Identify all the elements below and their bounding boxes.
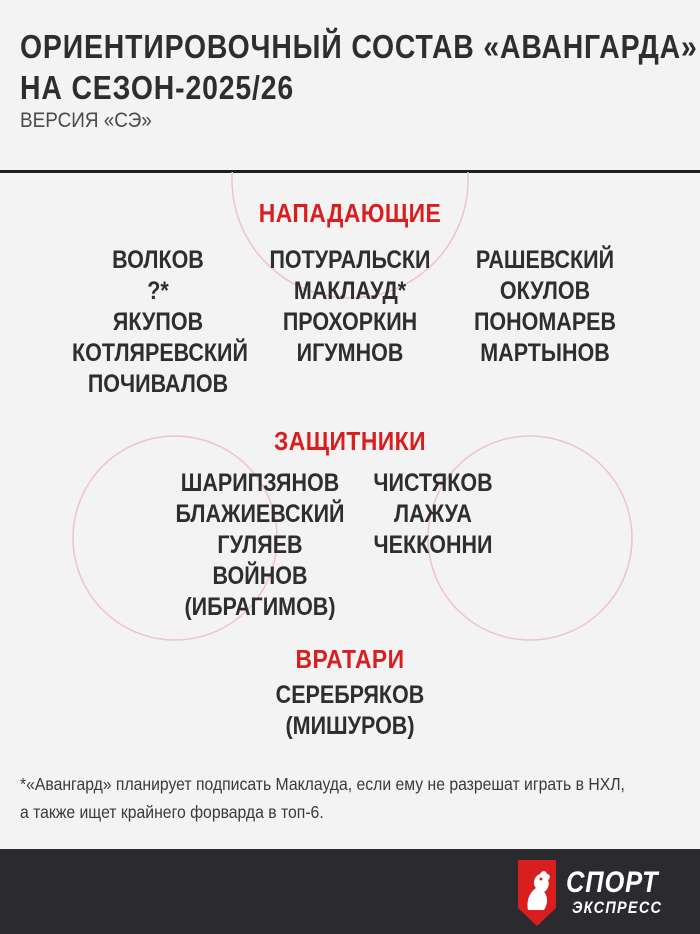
player-name: КОТЛЯРЕВСКИЙ xyxy=(72,339,248,367)
logo-text-express: ЭКСПРЕСС xyxy=(572,898,663,917)
goalies-title: ВРАТАРИ xyxy=(295,644,405,674)
player-name: (ИБРАГИМОВ) xyxy=(184,593,336,621)
player-name: ВОЛКОВ xyxy=(112,246,204,274)
player-name: ОКУЛОВ xyxy=(499,277,591,305)
player-name: ЧЕККОННИ xyxy=(373,531,493,559)
player-name: СЕРЕБРЯКОВ xyxy=(275,681,425,709)
player-name: ШАРИПЗЯНОВ xyxy=(180,469,340,497)
player-name: ПОЧИВАЛОВ xyxy=(87,370,229,398)
player-name: МАКЛАУД* xyxy=(293,277,407,305)
footnote-line-2: а также ищет крайнего форварда в топ-6. xyxy=(20,802,324,822)
player-name: ПРОХОРКИН xyxy=(282,308,418,336)
logo-text-sport: СПОРТ xyxy=(566,866,659,899)
footnote xyxy=(20,770,632,826)
subtitle: ВЕРСИЯ «СЭ» xyxy=(20,109,152,132)
title-line-2: НА СЕЗОН-2025/26 xyxy=(20,69,295,106)
defense-right-column xyxy=(333,468,533,561)
player-name: ИГУМНОВ xyxy=(296,339,404,367)
player-name: ЯКУПОВ xyxy=(112,308,204,336)
player-name: ЛАЖУА xyxy=(394,500,472,528)
forwards-center-column xyxy=(250,245,450,369)
header xyxy=(20,26,698,134)
header-divider xyxy=(0,170,700,173)
player-name: ВОЙНОВ xyxy=(212,562,308,590)
title-line-1: ОРИЕНТИРОВОЧНЫЙ СОСТАВ «АВАНГАРДА» xyxy=(20,28,698,65)
player-name: ПОНОМАРЕВ xyxy=(473,308,617,336)
forwards-left-column xyxy=(58,245,258,400)
player-name: ПОТУРАЛЬСКИ xyxy=(269,246,431,274)
footer-bar xyxy=(0,849,700,934)
goalies-column xyxy=(250,680,450,742)
player-name: ?* xyxy=(147,277,169,305)
defense-title: ЗАЩИТНИКИ xyxy=(274,426,426,456)
player-name: БЛАЖИЕВСКИЙ xyxy=(175,500,345,528)
rooster-badge-icon xyxy=(512,860,562,926)
player-name: МАРТЫНОВ xyxy=(480,339,610,367)
defense-left-column xyxy=(160,468,360,623)
forwards-title: НАПАДАЮЩИЕ xyxy=(258,198,442,228)
player-name: (МИШУРОВ) xyxy=(285,712,415,740)
forwards-right-column xyxy=(445,245,645,369)
player-name: ГУЛЯЕВ xyxy=(217,531,303,559)
player-name: ЧИСТЯКОВ xyxy=(373,469,493,497)
footnote-line-1: *«Авангард» планирует подписать Маклауда, если ему не разрешат играть в НХЛ, xyxy=(20,774,625,794)
player-name: РАШЕВСКИЙ xyxy=(475,246,615,274)
sport-express-logo[interactable] xyxy=(512,860,682,926)
